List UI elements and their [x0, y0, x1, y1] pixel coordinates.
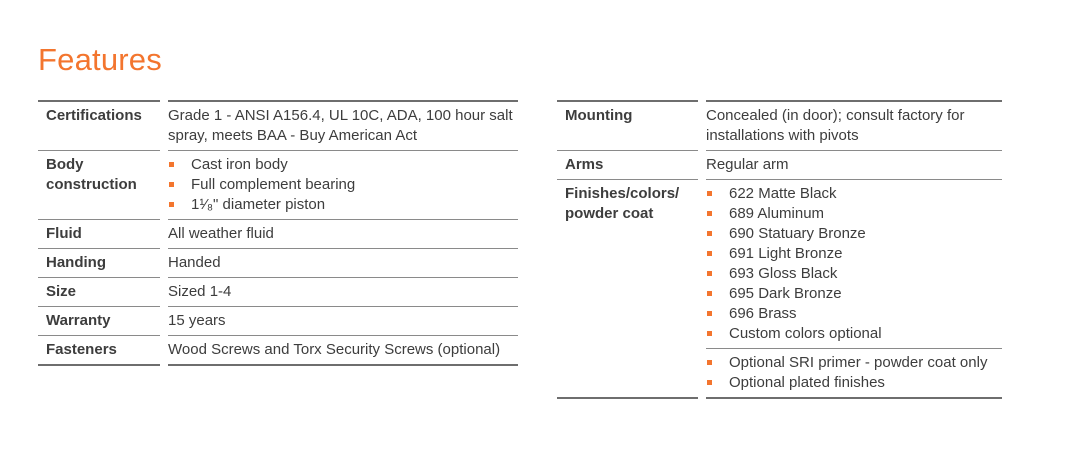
bullet-text: 622 Matte Black: [729, 185, 837, 202]
row-value: [168, 150, 518, 219]
row-value: [706, 348, 1002, 397]
row-value: [706, 179, 1002, 348]
bullet-square-icon: [707, 211, 712, 216]
bullet-item: [168, 155, 518, 175]
bullet-item: [706, 184, 1002, 204]
bottom-rule-segment: [706, 397, 1002, 399]
table-row: [38, 219, 518, 248]
bullet-text: 696 Brass: [729, 305, 797, 322]
row-label: Mounting: [557, 100, 698, 150]
row-value: Handed: [168, 248, 518, 277]
bullet-text: 693 Gloss Black: [729, 265, 838, 282]
bullet-text: 690 Statuary Bronze: [729, 225, 866, 242]
row-value: 15 years: [168, 306, 518, 335]
bullet-square-icon: [707, 231, 712, 236]
row-value: Concealed (in door); consult factory for installations with pivots: [706, 100, 1002, 150]
table-row: [557, 150, 1002, 179]
bullet-text: 695 Dark Bronze: [729, 285, 842, 302]
row-label: [557, 348, 698, 397]
bullet-square-icon: [707, 360, 712, 365]
bottom-rule-segment: [168, 364, 518, 366]
bullet-item: [706, 353, 1002, 373]
table-row: [38, 150, 518, 219]
table-bottom-rule: [557, 397, 1002, 399]
bullet-square-icon: [169, 202, 174, 207]
row-label: Certifications: [38, 100, 160, 150]
bullet-square-icon: [707, 311, 712, 316]
bullet-text: Optional SRI primer - powder coat only: [729, 354, 988, 371]
bullet-text: 1¹⁄₈" diameter piston: [191, 196, 326, 213]
table-row: [38, 248, 518, 277]
bullet-item: [706, 204, 1002, 224]
features-table-left: [38, 100, 518, 366]
bullet-text: Cast iron body: [191, 156, 288, 173]
table-row: [557, 348, 1002, 397]
bottom-rule-segment: [38, 364, 160, 366]
page-title: Features: [38, 42, 162, 77]
row-label: Finishes/colors/ powder coat: [557, 179, 698, 348]
bullet-item: [706, 324, 1002, 344]
bullet-item: [706, 284, 1002, 304]
bullet-item: [168, 175, 518, 195]
table-row: [38, 277, 518, 306]
bullet-item: [706, 373, 1002, 393]
bullet-text: 691 Light Bronze: [729, 245, 843, 262]
table-row: [38, 306, 518, 335]
bullet-item: [706, 224, 1002, 244]
bullet-item: [706, 244, 1002, 264]
bullet-text: 689 Aluminum: [729, 205, 825, 222]
bullet-square-icon: [707, 380, 712, 385]
row-value: Wood Screws and Torx Security Screws (optional): [168, 335, 518, 364]
row-label: Warranty: [38, 306, 160, 335]
bullet-text: Optional plated finishes: [729, 374, 885, 391]
row-value: Sized 1-4: [168, 277, 518, 306]
bullet-text: Full complement bearing: [191, 176, 356, 193]
row-label: Fasteners: [38, 335, 160, 364]
bullet-square-icon: [707, 331, 712, 336]
bullet-item: [706, 264, 1002, 284]
row-value: Grade 1 - ANSI A156.4, UL 10C, ADA, 100 hour salt spray, meets BAA - Buy American Act: [168, 100, 518, 150]
table-row: [557, 179, 1002, 348]
bullet-square-icon: [169, 162, 174, 167]
table-row: [38, 335, 518, 364]
bullet-item: [706, 304, 1002, 324]
bullet-square-icon: [169, 182, 174, 187]
row-label: Fluid: [38, 219, 160, 248]
bullet-square-icon: [707, 251, 712, 256]
row-label: Handing: [38, 248, 160, 277]
bullet-square-icon: [707, 291, 712, 296]
bullet-item: [168, 195, 518, 215]
table-row: [557, 100, 1002, 150]
bullet-square-icon: [707, 271, 712, 276]
bullet-text: Custom colors optional: [729, 325, 882, 342]
row-label: Body construction: [38, 150, 160, 219]
row-value: All weather fluid: [168, 219, 518, 248]
row-label: Size: [38, 277, 160, 306]
table-bottom-rule: [38, 364, 518, 366]
bottom-rule-segment: [557, 397, 698, 399]
row-label: Arms: [557, 150, 698, 179]
bullet-square-icon: [707, 191, 712, 196]
table-row: [38, 100, 518, 150]
features-table-right: [557, 100, 1002, 399]
row-value: Regular arm: [706, 150, 1002, 179]
